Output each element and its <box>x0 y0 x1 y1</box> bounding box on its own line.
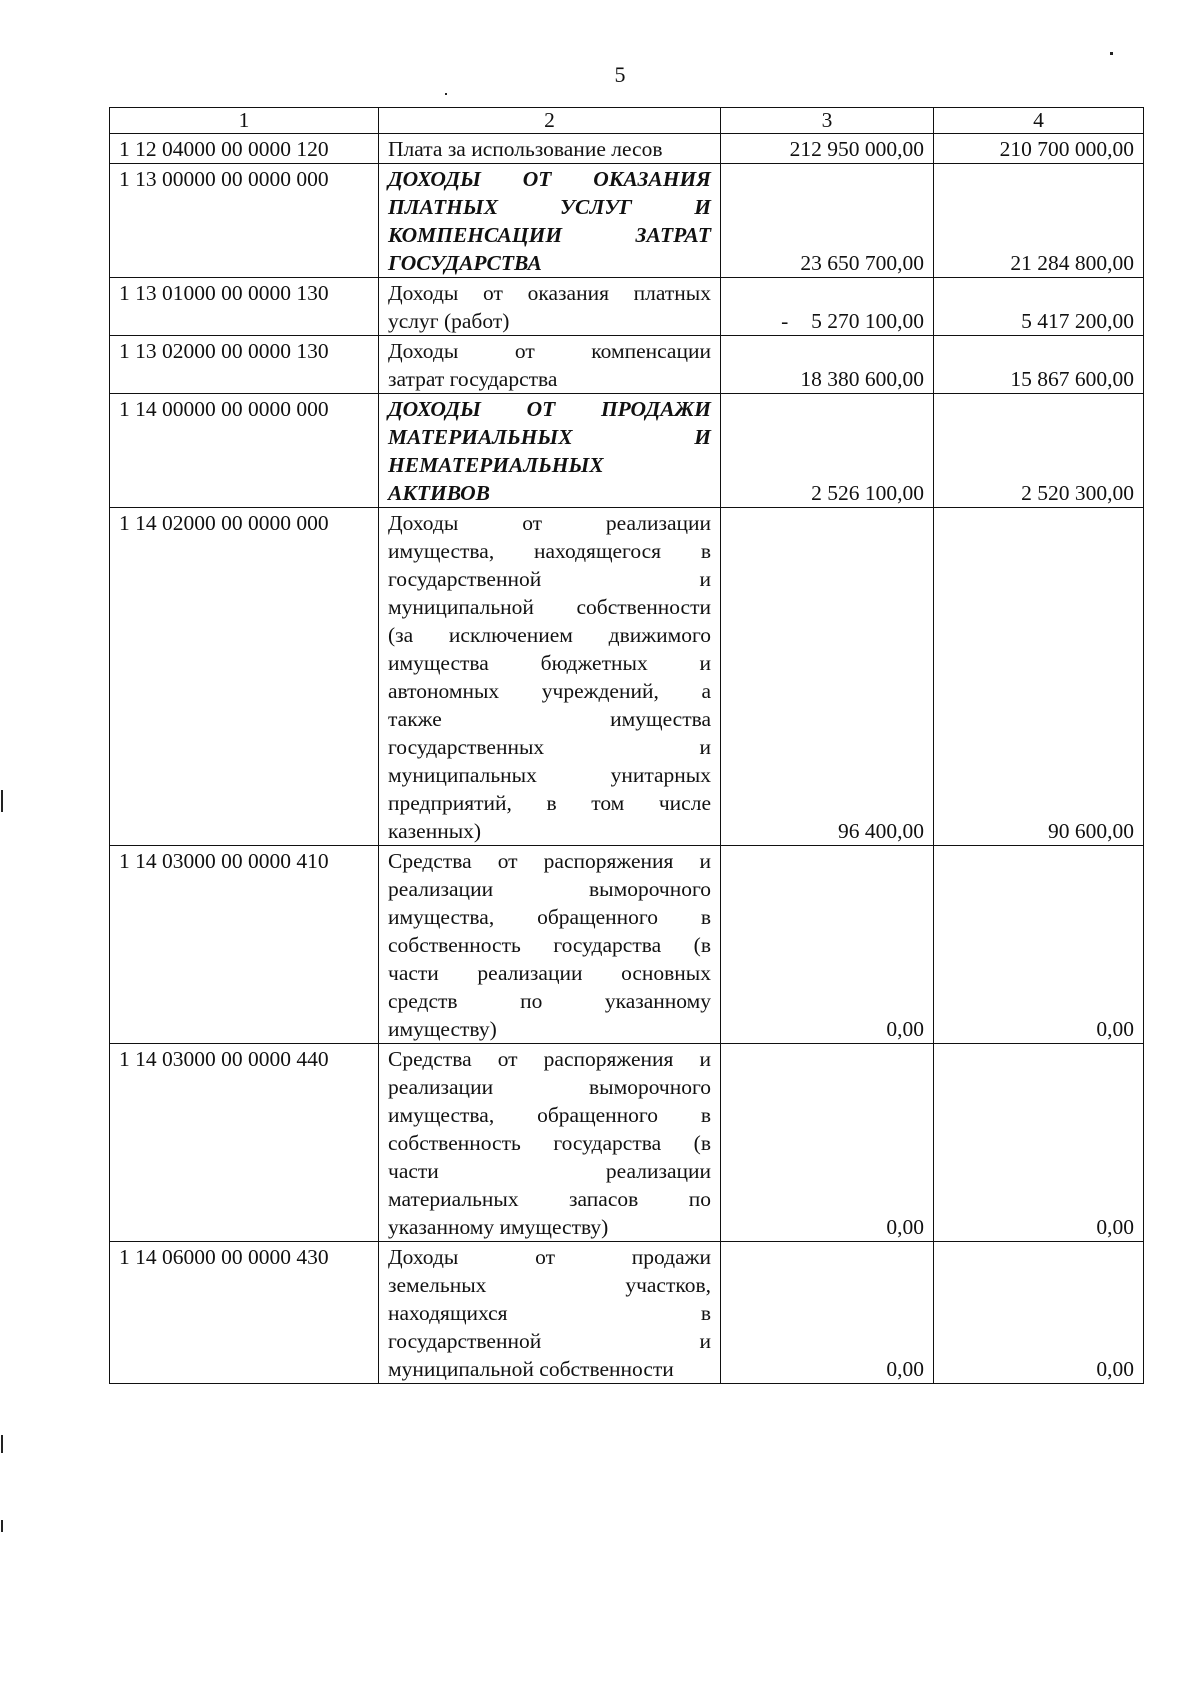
income-name-line: средств по указанному <box>388 989 711 1013</box>
income-name-line: предприятий, в том числе <box>388 791 711 815</box>
budget-code-cell: 1 13 02000 00 0000 130 <box>110 336 379 394</box>
amount-col4-cell: 210 700 000,00 <box>934 134 1144 164</box>
amount-col3-wrap <box>811 479 924 507</box>
income-name-line: автономных учреждений, а <box>388 679 711 703</box>
budget-code-cell: 1 13 01000 00 0000 130 <box>110 278 379 336</box>
amount-col3-cell <box>721 846 934 1044</box>
income-name-line: ДОХОДЫ ОТ ПРОДАЖИ <box>388 397 711 421</box>
income-name-line: КОМПЕНСАЦИИ ЗАТРАТ <box>388 223 711 247</box>
amount-col3-wrap <box>800 365 924 393</box>
income-name-line: имущества, обращенного в <box>388 1103 711 1127</box>
amount-col3-cell <box>721 336 934 394</box>
income-name-line: имуществу) <box>388 1017 497 1041</box>
income-name-line: реализации выморочного <box>388 877 711 901</box>
income-name-line: земельных участков, <box>388 1273 711 1297</box>
income-name-line: муниципальной собственности <box>388 595 711 619</box>
income-name-line: АКТИВОВ <box>388 481 490 505</box>
table-row <box>110 1242 1144 1384</box>
amount-col4-cell: 0,00 <box>934 846 1144 1044</box>
income-name-line: Плата за использование лесов <box>388 137 663 161</box>
income-name-line: находящихся в <box>388 1301 711 1325</box>
income-name-line: Средства от распоряжения и <box>388 1047 711 1071</box>
budget-code-cell: 1 14 02000 00 0000 000 <box>110 508 379 846</box>
income-name-line: собственность государства (в <box>388 1131 711 1155</box>
income-name-cell <box>379 1242 721 1384</box>
scan-mark <box>1 1435 3 1453</box>
budget-code-cell: 1 14 03000 00 0000 410 <box>110 846 379 1044</box>
amount-col4-cell: 2 520 300,00 <box>934 394 1144 508</box>
income-name-line: Доходы от реализации <box>388 511 711 535</box>
budget-code-cell: 1 14 06000 00 0000 430 <box>110 1242 379 1384</box>
budget-code-cell: 1 14 03000 00 0000 440 <box>110 1044 379 1242</box>
income-name-line: Доходы от оказания платных <box>388 281 711 305</box>
scan-mark <box>445 93 447 95</box>
amount-col3: 23 650 700,00 <box>800 251 924 275</box>
budget-code-cell: 1 12 04000 00 0000 120 <box>110 134 379 164</box>
income-name-line: также имущества <box>388 707 711 731</box>
table-header-row <box>110 108 1144 134</box>
page-number: 5 <box>614 62 626 87</box>
amount-col3: 5 270 100,00 <box>811 309 924 333</box>
amount-col3-cell <box>721 278 934 336</box>
budget-code-cell: 1 13 00000 00 0000 000 <box>110 164 379 278</box>
income-name-line: муниципальных унитарных <box>388 763 711 787</box>
income-name-line: реализации выморочного <box>388 1075 711 1099</box>
income-name-cell <box>379 278 721 336</box>
income-name-line: указанному имуществу) <box>388 1215 609 1239</box>
income-name-cell <box>379 336 721 394</box>
income-name-line: государственной и <box>388 1329 711 1353</box>
amount-col4-cell: 0,00 <box>934 1044 1144 1242</box>
income-name-line: Доходы от компенсации <box>388 339 711 363</box>
amount-col3-cell <box>721 394 934 508</box>
income-name-line: собственность государства (в <box>388 933 711 957</box>
column-header: 2 <box>379 108 721 134</box>
amount-col3-wrap <box>886 1355 924 1383</box>
amount-col3: 212 950 000,00 <box>789 137 924 161</box>
income-name-cell <box>379 508 721 846</box>
amount-col3: 0,00 <box>886 1215 924 1239</box>
income-name-line: части реализации <box>388 1159 711 1183</box>
table-row <box>110 846 1144 1044</box>
budget-code-cell: 1 14 00000 00 0000 000 <box>110 394 379 508</box>
amount-col3: 18 380 600,00 <box>800 367 924 391</box>
income-name-line: (за исключением движимого <box>388 623 711 647</box>
amount-col3-wrap <box>886 1213 924 1241</box>
amount-col3-wrap <box>886 1015 924 1043</box>
amount-col4-cell: 5 417 200,00 <box>934 278 1144 336</box>
column-header: 3 <box>721 108 934 134</box>
income-name-line: услуг (работ) <box>388 309 510 333</box>
income-name-line: казенных) <box>388 819 482 843</box>
amount-col3-cell <box>721 508 934 846</box>
income-name-line: имущества, находящегося в <box>388 539 711 563</box>
income-name-line: ДОХОДЫ ОТ ОКАЗАНИЯ <box>388 167 711 191</box>
amount-col3-cell <box>721 1044 934 1242</box>
amount-col4-cell: 90 600,00 <box>934 508 1144 846</box>
income-name-cell <box>379 1044 721 1242</box>
income-name-line: ГОСУДАРСТВА <box>388 251 542 275</box>
amount-col3-cell <box>721 1242 934 1384</box>
income-name-line: части реализации основных <box>388 961 711 985</box>
amount-col3: 0,00 <box>886 1017 924 1041</box>
amount-col4-cell: 15 867 600,00 <box>934 336 1144 394</box>
amount-col4-cell: 21 284 800,00 <box>934 164 1144 278</box>
scan-mark <box>1 790 3 812</box>
income-name-cell <box>379 394 721 508</box>
amount-prefix-mark: - <box>781 309 789 333</box>
scan-mark <box>1110 52 1113 55</box>
amount-col3-wrap <box>781 307 924 335</box>
table-row <box>110 1044 1144 1242</box>
amount-col3-cell <box>721 164 934 278</box>
amount-col3: 96 400,00 <box>838 819 924 843</box>
amount-col3-cell <box>721 134 934 164</box>
table-row <box>110 508 1144 846</box>
income-name-line: имущества, обращенного в <box>388 905 711 929</box>
amount-col3: 0,00 <box>886 1357 924 1381</box>
column-header: 1 <box>110 108 379 134</box>
scan-mark <box>1 1520 3 1532</box>
table-row <box>110 278 1144 336</box>
table-row <box>110 164 1144 278</box>
income-name-line: материальных запасов по <box>388 1187 711 1211</box>
amount-col3-wrap <box>838 817 924 845</box>
amount-col3-wrap <box>800 249 924 277</box>
income-name-cell <box>379 846 721 1044</box>
income-name-line: Средства от распоряжения и <box>388 849 711 873</box>
table-body <box>110 134 1144 1384</box>
amount-col4-cell: 0,00 <box>934 1242 1144 1384</box>
income-name-line: затрат государства <box>388 367 558 391</box>
income-name-line: государственной и <box>388 567 711 591</box>
income-table <box>109 107 1144 1384</box>
table-row <box>110 394 1144 508</box>
amount-col3-wrap <box>790 135 924 163</box>
table-row <box>110 134 1144 164</box>
income-name-cell <box>379 164 721 278</box>
income-name-cell <box>379 134 721 164</box>
income-name-line: имущества бюджетных и <box>388 651 711 675</box>
income-name-line: государственных и <box>388 735 711 759</box>
income-name-line: НЕМАТЕРИАЛЬНЫХ <box>388 453 604 477</box>
column-header: 4 <box>934 108 1144 134</box>
income-name-line: Доходы от продажи <box>388 1245 711 1269</box>
income-name-line: МАТЕРИАЛЬНЫХ И <box>388 425 711 449</box>
table-row <box>110 336 1144 394</box>
amount-col3: 2 526 100,00 <box>811 481 924 505</box>
income-name-line: ПЛАТНЫХ УСЛУГ И <box>388 195 711 219</box>
income-name-line: муниципальной собственности <box>388 1357 674 1381</box>
